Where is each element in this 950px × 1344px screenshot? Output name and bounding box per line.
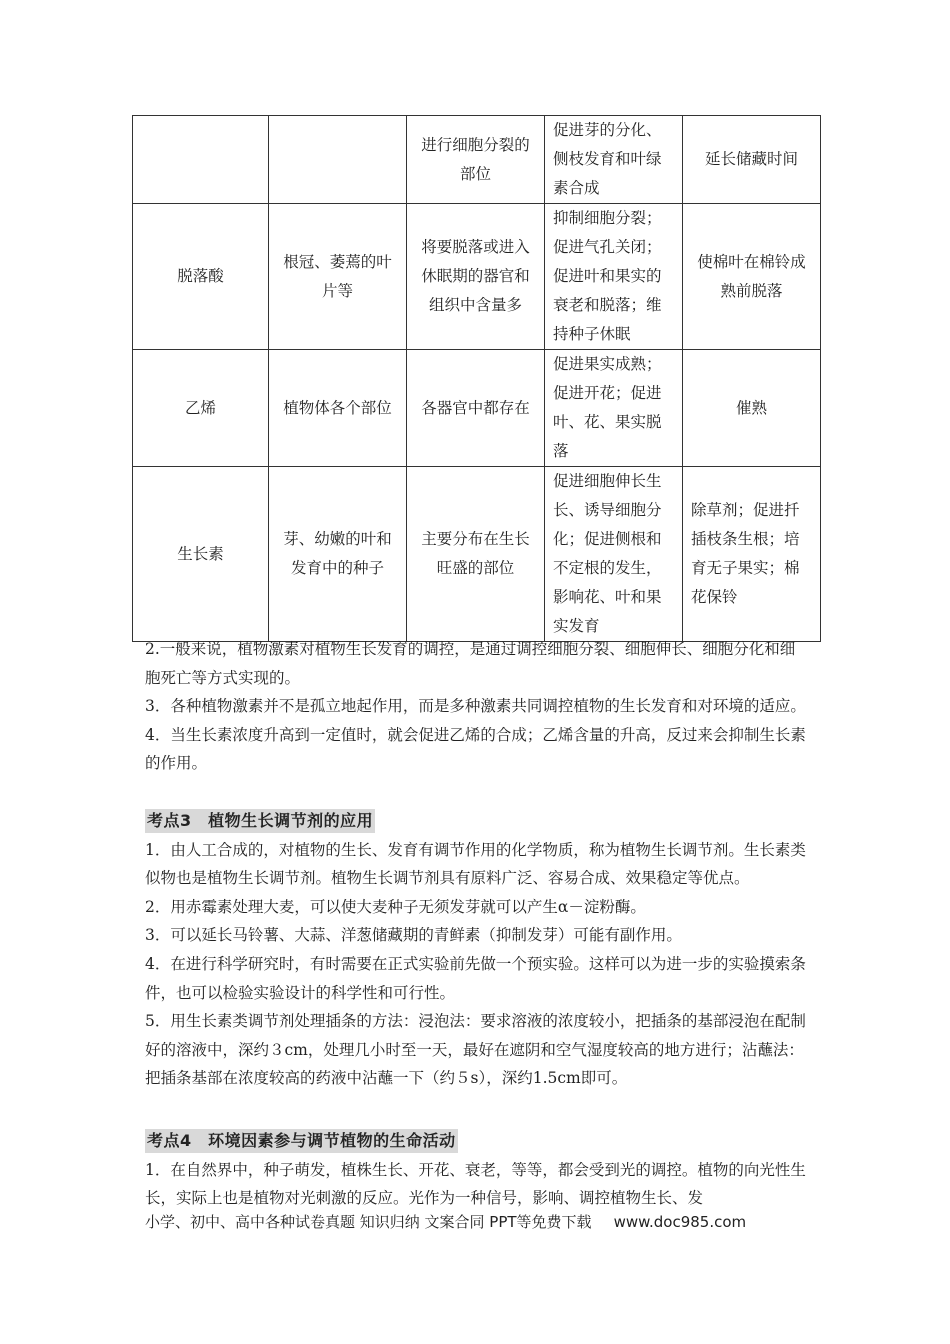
table-cell: 脱落酸	[133, 204, 269, 350]
paragraph: 2．用赤霉素处理大麦，可以使大麦种子无须发芽就可以产生α－淀粉酶。	[145, 897, 646, 916]
paragraph: 5．用生长素类调节剂处理插条的方法：浸泡法：要求溶液的浓度较小，把插条的基部浸泡在配制好的溶液中，深约３cm，处理几小时至一天，最好在遮阴和空气湿度较高的地方进行；沾蘸法：把插条基部在浓度较高的药液中沾蘸一下（约５s），深约1.5cm即可。	[145, 1012, 806, 1088]
page-footer	[145, 1211, 746, 1233]
table-cell: 促进芽的分化、侧枝发育和叶绿素合成	[545, 116, 683, 204]
table-cell: 促进果实成熟；促进开花；促进叶、花、果实脱落	[545, 350, 683, 467]
hormone-table	[132, 115, 821, 642]
table-cell	[269, 116, 407, 204]
section-heading: 考点3 植物生长调节剂的应用	[145, 807, 810, 836]
table-row	[133, 467, 821, 642]
section-heading: 考点4 环境因素参与调节植物的生命活动	[145, 1127, 810, 1156]
table-cell: 抑制细胞分裂；促进气孔关闭；促进叶和果实的衰老和脱落；维持种子休眠	[545, 204, 683, 350]
table-cell: 主要分布在生长旺盛的部位	[407, 467, 545, 642]
table-cell: 促进细胞伸长生长、诱导细胞分化；促进侧根和不定根的发生，影响花、叶和果实发育	[545, 467, 683, 642]
table-cell: 生长素	[133, 467, 269, 642]
table-cell: 延长储藏时间	[683, 116, 821, 204]
table-row	[133, 116, 821, 204]
table-cell	[133, 116, 269, 204]
table-cell: 催熟	[683, 350, 821, 467]
table-cell: 各器官中都存在	[407, 350, 545, 467]
section2-text	[145, 635, 810, 778]
table-cell: 进行细胞分裂的部位	[407, 116, 545, 204]
footer-website: www.doc985.com	[613, 1213, 747, 1231]
paragraph: 1．由人工合成的，对植物的生长、发育有调节作用的化学物质，称为植物生长调节剂。生长素类似物也是植物生长调节剂。植物生长调节剂具有原料广泛、容易合成、效果稳定等优点。	[145, 840, 806, 888]
table-cell: 使棉叶在棉铃成熟前脱落	[683, 204, 821, 350]
table-cell: 植物体各个部位	[269, 350, 407, 467]
paragraph: 3．可以延长马铃薯、大蒜、洋葱储藏期的青鲜素（抑制发芽）可能有副作用。	[145, 926, 682, 945]
paragraph: 4．当生长素浓度升高到一定值时，就会促进乙烯的合成；乙烯含量的升高，反过来会抑制生长素的作用。	[145, 725, 806, 773]
paragraph: 1．在自然界中，种子萌发，植株生长、开花、衰老，等等，都会受到光的调控。植物的向光性生长，实际上也是植物对光刺激的反应。光作为一种信号，影响、调控植物生长、发	[145, 1160, 806, 1208]
table-row	[133, 204, 821, 350]
table-cell: 乙烯	[133, 350, 269, 467]
paragraph: 4．在进行科学研究时，有时需要在正式实验前先做一个预实验。这样可以为进一步的实验摸索条件，也可以检验实验设计的科学性和可行性。	[145, 954, 806, 1002]
section4	[145, 1127, 810, 1213]
table-row	[133, 350, 821, 467]
footer-text: 小学、初中、高中各种试卷真题 知识归纳 文案合同 PPT等免费下载	[145, 1213, 592, 1231]
table-cell: 将要脱落或进入休眠期的器官和组织中含量多	[407, 204, 545, 350]
table-cell: 除草剂；促进扦插枝条生根；培育无子果实；棉花保铃	[683, 467, 821, 642]
table-cell: 根冠、萎蔫的叶片等	[269, 204, 407, 350]
section3	[145, 807, 810, 1093]
table-cell: 芽、幼嫩的叶和发育中的种子	[269, 467, 407, 642]
paragraph: 3．各种植物激素并不是孤立地起作用，而是多种激素共同调控植物的生长发育和对环境的适应。	[145, 697, 806, 716]
paragraph: 2.一般来说，植物激素对植物生长发育的调控，是通过调控细胞分裂、细胞伸长、细胞分化和细胞死亡等方式实现的。	[145, 640, 796, 687]
